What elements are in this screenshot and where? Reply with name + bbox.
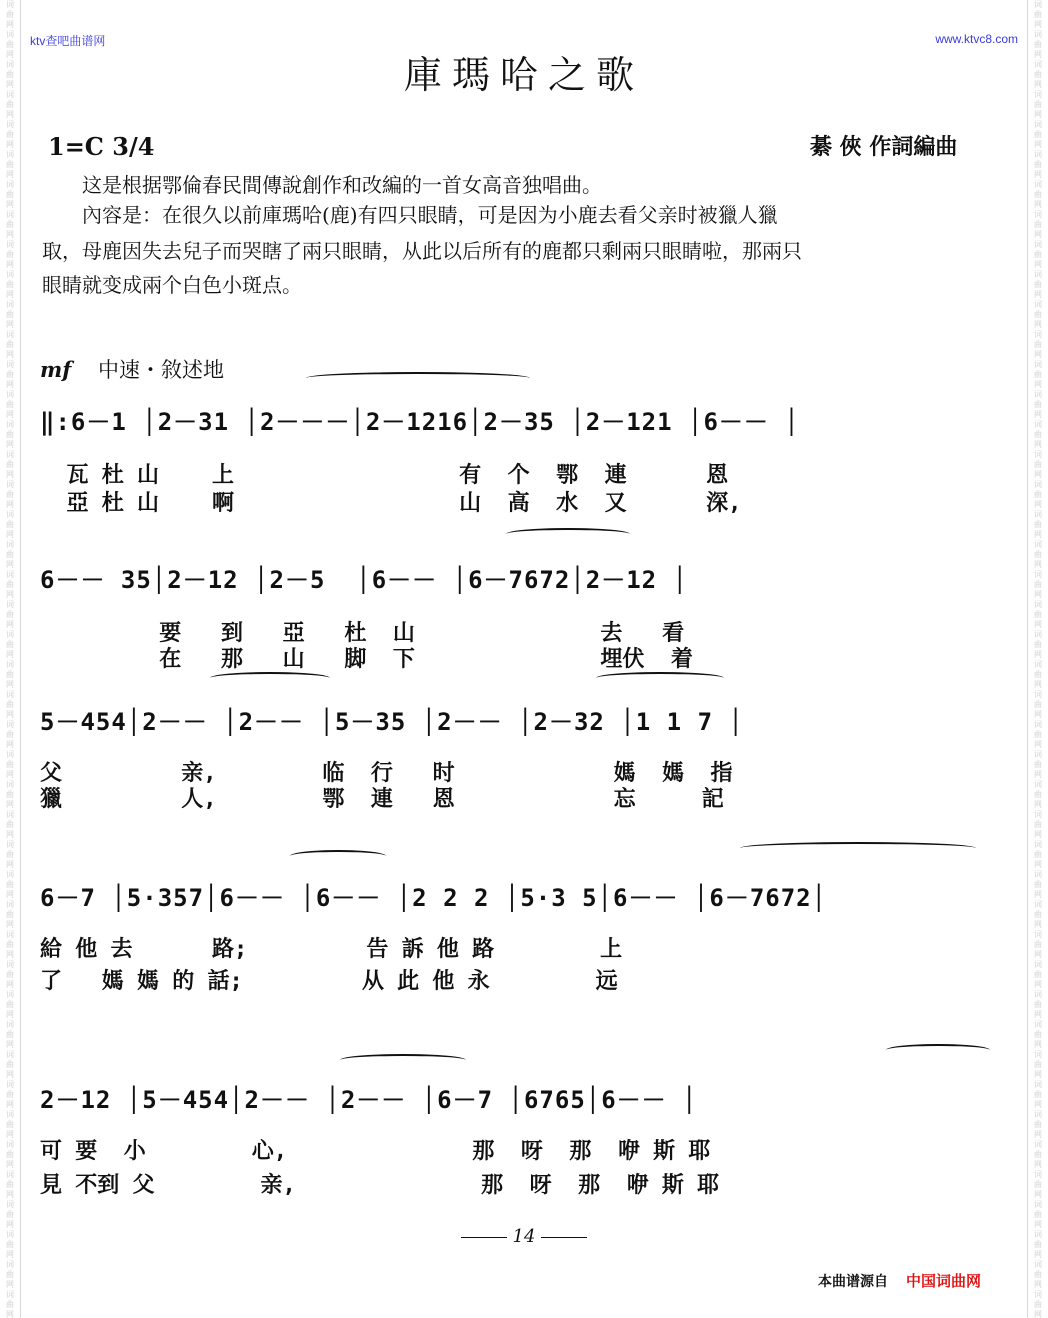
- footer-label: 本曲谱源自: [818, 1273, 888, 1289]
- system-5-lyrics-verse-2: 見 不到 父 亲, 那 呀 那 咿 斯 耶: [40, 1173, 720, 1198]
- intro-line-4: 眼睛就变成兩个白色小斑点。: [42, 273, 302, 297]
- intro-line-2: 內容是：在很久以前庫瑪哈(鹿)有四只眼睛，可是因为小鹿去看父亲时被獵人獵: [42, 203, 778, 227]
- song-title: 庫瑪哈之歌: [403, 53, 644, 97]
- slur: [210, 672, 330, 684]
- dynamic-mark: mf: [40, 357, 72, 382]
- right-watermark-column: 词 曲 网 词 曲 网 词 曲 网 词 曲 网 词 曲 网 词 曲 网 词 曲 网 词 曲 网 词 曲 网 词 曲 网 词 曲 网 词 曲 网 词 曲 网 词 曲 网 词 曲 网 词 曲 网 词 曲 网 词 曲 网 词 曲 网 词 曲 网 词 曲 网 词 曲 网 词 曲 网 词 曲 网 词 曲 网 词 曲 网 词 曲 网 词 曲 网 词 曲 网 词 曲 网 词 曲 网 词 曲 网 词 曲 网 词 曲 网 词 曲 网 词 曲 网 词 曲 网 词 曲 网 词 曲 网 词 曲 网 词 曲 网 词 曲 网 词 曲 网 词 曲 网: [1034, 0, 1042, 1318]
- system-4-lyrics-verse-1: 給 他 去 路; 告 訴 他 路 上: [40, 937, 623, 962]
- key-signature: 1=C 3/4: [48, 132, 155, 161]
- slur: [290, 850, 386, 862]
- header-site-right[interactable]: www.ktvc8.com: [935, 32, 1018, 46]
- slur: [506, 528, 630, 540]
- system-5-notes: 2－12 │5－454│2－－ │2－－ │6－7 │6765│6－－ │: [40, 1086, 698, 1114]
- system-5-lyrics-verse-1: 可 要 小 心, 那 呀 那 咿 斯 耶: [40, 1139, 711, 1164]
- tempo-text: 中速・敘述地: [97, 358, 224, 382]
- system-3-lyrics-verse-1: 父 亲, 临 行 时 媽 媽 指: [40, 761, 733, 786]
- page-number: 14: [0, 1226, 1048, 1247]
- slur: [886, 1044, 990, 1056]
- system-4-notes: 6－7 │5·357│6－－ │6－－ │2 2 2 │5·3 5│6－－ │6－7672│: [40, 884, 828, 912]
- system-4-lyrics-verse-2: 了 媽 媽 的 話; 从 此 他 永 远: [40, 969, 618, 994]
- left-watermark-column: 词 曲 网 词 曲 网 词 曲 网 词 曲 网 词 曲 网 词 曲 网 词 曲 网 词 曲 网 词 曲 网 词 曲 网 词 曲 网 词 曲 网 词 曲 网 词 曲 网 词 曲 网 词 曲 网 词 曲 网 词 曲 网 词 曲 网 词 曲 网 词 曲 网 词 曲 网 词 曲 网 词 曲 网 词 曲 网 词 曲 网 词 曲 网 词 曲 网 词 曲 网 词 曲 网 词 曲 网 词 曲 网 词 曲 网 词 曲 网 词 曲 网 词 曲 网 词 曲 网 词 曲 网 词 曲 网 词 曲 网 词 曲 网 词 曲 网 词 曲 网 词 曲 网: [6, 0, 14, 1318]
- system-1-lyrics-verse-2: 亞 杜 山 啊 山 高 水 又 深,: [40, 491, 742, 516]
- system-2-notes: 6－－ 35│2－12 │2－5 │6－－ │6－7672│2－12 │: [40, 566, 689, 594]
- composer-credit: 綦 俠 作詞編曲: [810, 134, 958, 160]
- system-3-lyrics-verse-2: 獵 人, 鄂 連 恩 忘 記: [40, 787, 724, 812]
- system-2-lyrics-verse-1: 要 到 亞 杜 山 去 看: [40, 621, 685, 646]
- footer-site-link[interactable]: 中国词曲网: [906, 1273, 982, 1290]
- system-1-lyrics-verse-1: 瓦 杜 山 上 有 个 鄂 連 恩: [40, 463, 729, 488]
- source-footer: [818, 1270, 981, 1291]
- slur: [596, 672, 724, 684]
- system-3-notes: 5－454│2－－ │2－－ │5－35 │2－－ │2－32 │1 1 7 │: [40, 708, 744, 736]
- slur: [340, 1054, 466, 1066]
- system-1-notes: ‖:6－1 │2－31 │2－－－│2－1216│2－35 │2－121 │6－－ │: [40, 408, 800, 436]
- right-page-edge: [1027, 0, 1028, 1318]
- intro-line-3: 取，母鹿因失去兒子而哭瞎了兩只眼睛，从此以后所有的鹿都只剩兩只眼睛啦，那兩只: [42, 239, 802, 263]
- tempo-marking: [40, 354, 224, 384]
- system-2-lyrics-verse-2: 在 那 山 脚 下 埋伏 着: [40, 647, 693, 672]
- intro-line-1: 这是根据鄂倫春民間傳說創作和改編的一首女高音独唱曲。: [42, 173, 602, 197]
- left-page-edge: [20, 0, 21, 1318]
- slur: [740, 842, 976, 854]
- slur: [306, 372, 530, 384]
- header-site-left[interactable]: ktv查吧曲谱网: [30, 34, 106, 48]
